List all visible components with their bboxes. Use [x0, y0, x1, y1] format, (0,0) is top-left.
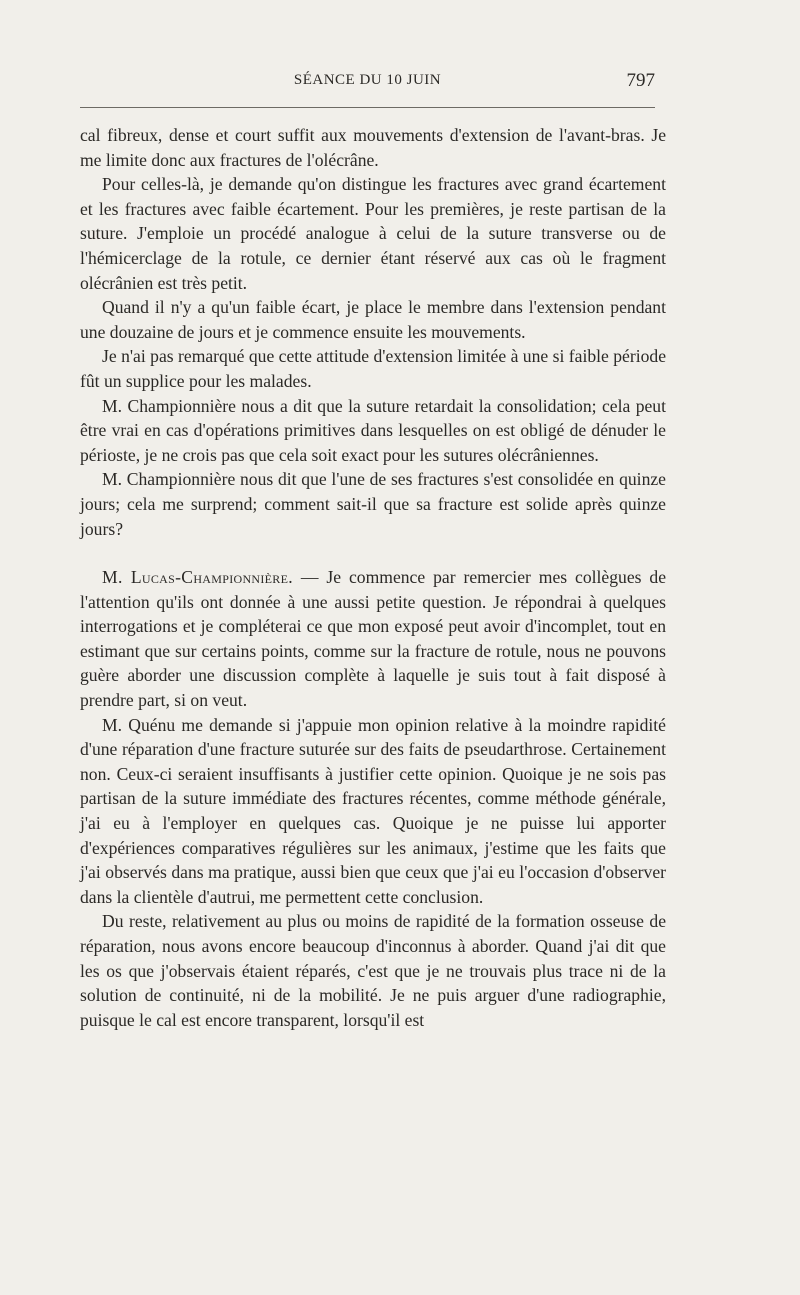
running-header [80, 64, 655, 94]
running-title: SÉANCE DU 10 JUIN [293, 72, 442, 88]
body-text [80, 123, 666, 1032]
speech-text: — Je commence par remercier mes collègues de l'attention qu'ils ont donnée à une aussi petite question. Je répondrai à quelques interrogations et je compléterai ce que mon exposé peut avoir d'incomplet, tout en estimant que sur certains points, comme sur la fracture de rotule, nous ne pouvons guère aborder une discussion complète à laquelle je suis tout à fait disposé à prendre part, si on veut. [80, 567, 667, 711]
paragraph: Pour celles-là, je demande qu'on distingue les fractures avec grand écartement et les fractures avec faible écartement. Pour les premières, je reste partisan de la suture. J'emploie un procédé analogue à celui de la suture transverse ou de l'hémicerclage de la rotule, ce dernier étant réservé aux cas où le fragment olécrânien est très petit. [80, 174, 666, 293]
paragraph: Je n'ai pas remarqué que cette attitude d'extension limitée à une si faible période fût un supplice pour les malades. [80, 346, 666, 391]
speech-paragraph [80, 565, 666, 713]
paragraph: M. Quénu me demande si j'appuie mon opinion relative à la moindre rapidité d'une réparation d'une fracture suturée sur des faits de pseudarthrose. Certainement non. Ceux-ci seraient insuffisants à justifier cette opinion. Quoique je ne sois pas partisan de la suture immédiate des fractures récentes, comme méthode générale, j'ai eu à l'employer en quelques cas. Quoique je ne puisse lui apporter d'expériences comparatives régulières sur les animaux, j'estime que les faits que j'ai observés dans ma pratique, aussi bien que ceux que j'ai eu l'occasion d'observer dans la clientèle d'autrui, me permettent cette conclusion. [80, 714, 666, 907]
paragraph: Du reste, relativement au plus ou moins de rapidité de la formation osseuse de réparation, nous avons encore beaucoup d'inconnus à aborder. Quand j'ai dit que les os que j'observais étaient réparés, c'est que je ne trouvais plus trace ni de la solution de continuité, ni de la mobilité. Je ne puis arguer d'une radiographie, puisque le cal est encore transparent, lorsqu'il est [80, 911, 666, 1030]
paragraph: Quand il n'y a qu'un faible écart, je place le membre dans l'extension pendant une douzaine de jours et je commence ensuite les mouvements. [80, 297, 666, 342]
header-rule [80, 107, 655, 108]
speaker-name: M. Lucas-Championnière. [102, 567, 293, 588]
paragraph: M. Championnière nous a dit que la suture retardait la consolidation; cela peut être vrai en cas d'opérations primitives dans lesquelles on est obligé de dénuder le périoste, je ne crois pas que cela soit exact pour les sutures olécrâniennes. [80, 395, 666, 465]
page-number: 797 [626, 70, 655, 91]
paragraph: cal fibreux, dense et court suffit aux mouvements d'extension de l'avant-bras. Je me limite donc aux fractures de l'olécrâne. [80, 125, 666, 170]
paragraph: M. Championnière nous dit que l'une de ses fractures s'est consolidée en quinze jours; cela me surprend; comment sait-il que sa fracture est solide après quinze jours? [80, 469, 666, 539]
